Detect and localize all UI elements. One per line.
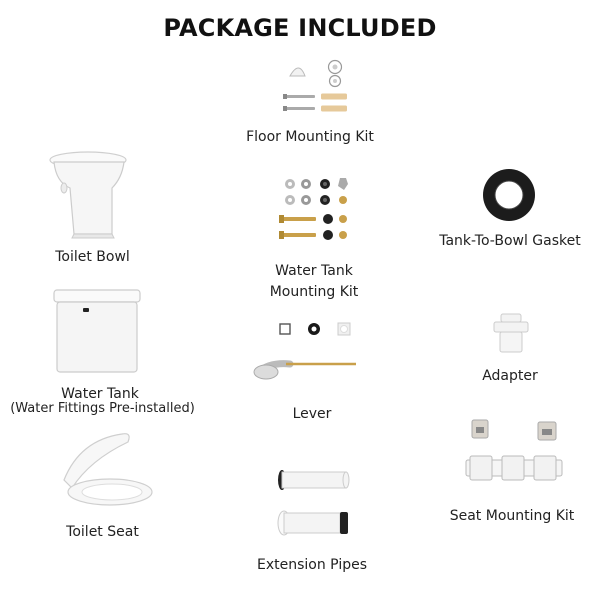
water-tank-label: Water Tank <box>61 386 139 402</box>
water-tank-mounting-kit-label-line1: Water Tank <box>275 263 353 279</box>
adapter-image <box>492 312 532 356</box>
water-tank-note: (Water Fittings Pre-installed) <box>10 401 195 416</box>
toilet-seat-image <box>50 430 155 510</box>
water-tank-image <box>53 288 143 376</box>
water-tank-mounting-kit-label-line2: Mounting Kit <box>269 284 359 300</box>
tank-to-bowl-gasket-image <box>480 166 540 226</box>
seat-mounting-kit-label: Seat Mounting Kit <box>449 508 575 524</box>
floor-mounting-kit-label: Floor Mounting Kit <box>246 129 374 145</box>
water-tank-mounting-kit-image <box>278 176 358 246</box>
tank-to-bowl-gasket-label: Tank-To-Bowl Gasket <box>439 233 581 249</box>
page-title: PACKAGE INCLUDED <box>163 14 437 42</box>
seat-mounting-kit-image <box>462 418 568 488</box>
floor-mounting-kit-image <box>283 58 355 118</box>
lever-label: Lever <box>292 406 332 422</box>
toilet-bowl-label: Toilet Bowl <box>55 249 130 265</box>
toilet-seat-label: Toilet Seat <box>66 524 139 540</box>
lever-image <box>250 322 360 384</box>
toilet-bowl-image <box>46 148 136 240</box>
adapter-label: Adapter <box>482 368 538 384</box>
extension-pipes-label: Extension Pipes <box>257 557 367 573</box>
extension-pipes-image <box>272 462 354 542</box>
